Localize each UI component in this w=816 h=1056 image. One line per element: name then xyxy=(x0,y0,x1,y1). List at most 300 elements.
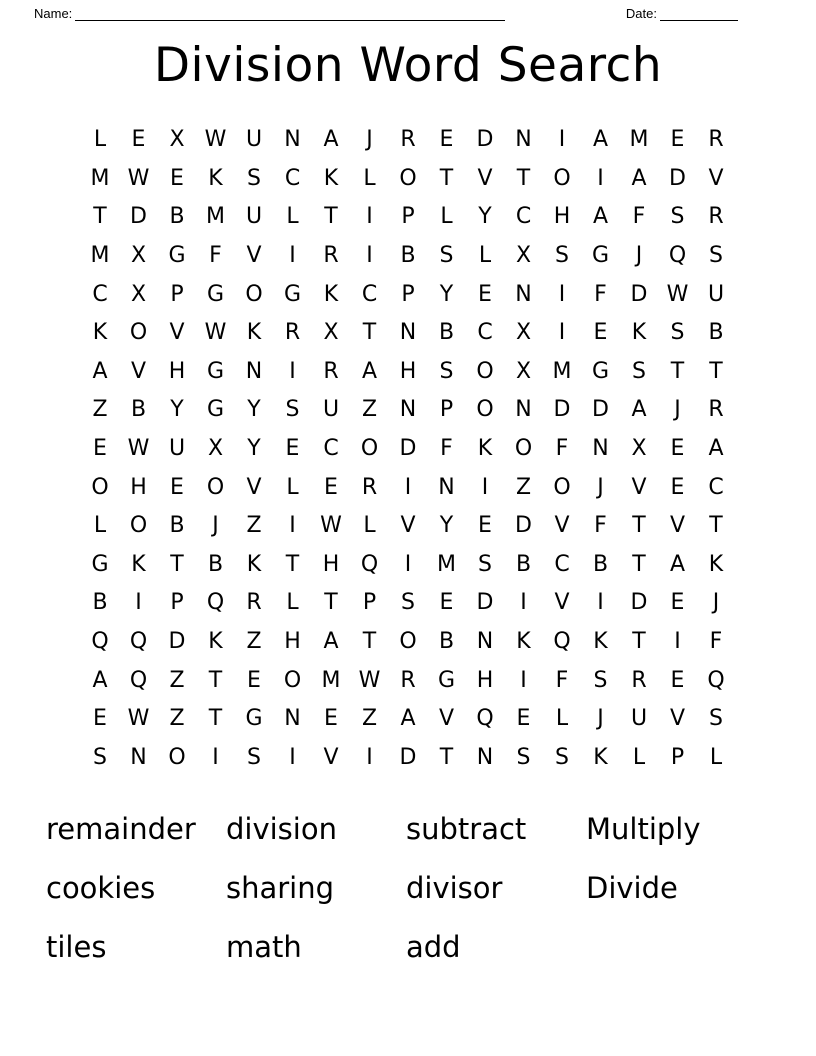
grid-cell[interactable]: T xyxy=(516,165,531,191)
grid-cell[interactable]: I xyxy=(674,629,681,655)
grid-cell[interactable]: I xyxy=(212,744,219,770)
grid-cell[interactable]: T xyxy=(670,358,685,384)
grid-cell[interactable]: W xyxy=(127,706,150,732)
grid-cell[interactable]: X xyxy=(130,281,147,307)
grid-cell[interactable]: Q xyxy=(206,590,225,616)
grid-cell[interactable]: G xyxy=(91,551,109,577)
grid-cell[interactable]: G xyxy=(591,243,610,269)
word-list-item[interactable]: cookies xyxy=(46,870,156,905)
grid-cell[interactable]: X xyxy=(515,358,532,384)
grid-cell[interactable]: K xyxy=(208,165,223,191)
grid-cell[interactable]: C xyxy=(323,436,339,462)
grid-cell[interactable]: A xyxy=(323,127,339,153)
grid-cell[interactable]: A xyxy=(400,706,416,732)
grid-cell[interactable]: D xyxy=(476,590,494,616)
grid-cell[interactable]: C xyxy=(361,281,378,307)
grid-cell[interactable]: E xyxy=(324,474,338,500)
grid-cell[interactable]: X xyxy=(207,436,224,462)
grid-cell[interactable]: W xyxy=(127,165,150,191)
grid-cell[interactable]: E xyxy=(670,667,685,693)
grid-cell[interactable]: U xyxy=(245,127,263,153)
grid-cell[interactable]: L xyxy=(93,127,107,153)
grid-cell[interactable]: D xyxy=(592,397,609,423)
grid-cell[interactable]: U xyxy=(322,397,340,423)
grid-cell[interactable]: P xyxy=(670,744,685,770)
grid-cell[interactable]: E xyxy=(93,436,107,462)
grid-cell[interactable]: V xyxy=(400,513,416,539)
grid-cell[interactable]: N xyxy=(476,629,494,655)
grid-cell[interactable]: E xyxy=(593,320,608,346)
grid-cell[interactable]: L xyxy=(286,590,299,616)
grid-cell[interactable]: X xyxy=(631,436,647,462)
grid-cell[interactable]: K xyxy=(131,551,146,577)
grid-cell[interactable]: G xyxy=(591,358,610,384)
grid-cell[interactable]: R xyxy=(284,320,301,346)
word-list-item[interactable]: Divide xyxy=(586,870,678,905)
grid-cell[interactable]: S xyxy=(439,243,454,269)
grid-cell[interactable]: E xyxy=(170,165,184,191)
grid-cell[interactable]: N xyxy=(245,358,263,384)
grid-cell[interactable]: F xyxy=(594,281,607,307)
grid-cell[interactable]: O xyxy=(399,629,417,655)
grid-cell[interactable]: L xyxy=(363,513,376,539)
grid-cell[interactable]: I xyxy=(520,590,527,616)
grid-cell[interactable]: X xyxy=(323,320,339,346)
grid-cell[interactable]: X xyxy=(130,243,147,269)
grid-cell[interactable]: J xyxy=(597,706,604,732)
grid-cell[interactable]: S xyxy=(670,204,685,230)
grid-cell[interactable]: T xyxy=(362,629,377,655)
grid-cell[interactable]: F xyxy=(632,204,646,230)
grid-cell[interactable]: Y xyxy=(478,204,492,230)
grid-cell[interactable]: A xyxy=(669,551,686,577)
grid-cell[interactable]: V xyxy=(169,320,185,346)
grid-cell[interactable]: H xyxy=(476,667,494,693)
grid-cell[interactable]: Y xyxy=(247,436,261,462)
grid-cell[interactable]: C xyxy=(515,204,532,230)
grid-cell[interactable]: I xyxy=(558,320,566,346)
grid-cell[interactable]: V xyxy=(130,358,147,384)
grid-cell[interactable]: F xyxy=(209,243,222,269)
grid-cell[interactable]: O xyxy=(514,436,533,462)
grid-cell[interactable]: J xyxy=(712,590,720,616)
grid-cell[interactable]: K xyxy=(593,744,608,770)
grid-cell[interactable]: O xyxy=(399,165,417,191)
grid-cell[interactable]: P xyxy=(401,204,415,230)
grid-cell[interactable]: B xyxy=(130,397,147,423)
grid-cell[interactable]: I xyxy=(289,744,296,770)
grid-cell[interactable]: B xyxy=(92,590,108,616)
grid-cell[interactable]: D xyxy=(515,513,532,539)
grid-cell[interactable]: W xyxy=(320,513,342,539)
grid-cell[interactable]: E xyxy=(670,436,685,462)
grid-cell[interactable]: Z xyxy=(361,706,378,732)
grid-cell[interactable]: H xyxy=(168,358,186,384)
date-input-line[interactable] xyxy=(660,8,738,21)
grid-cell[interactable]: Y xyxy=(439,281,454,307)
grid-cell[interactable]: B xyxy=(438,320,455,346)
grid-cell[interactable]: E xyxy=(670,127,685,153)
grid-cell[interactable]: D xyxy=(476,127,494,153)
grid-cell[interactable]: E xyxy=(285,436,300,462)
grid-cell[interactable]: S xyxy=(247,165,261,191)
grid-cell[interactable]: T xyxy=(324,204,338,230)
grid-cell[interactable]: I xyxy=(366,744,373,770)
grid-cell[interactable]: A xyxy=(323,629,339,655)
grid-cell[interactable]: V xyxy=(554,590,570,616)
grid-cell[interactable]: A xyxy=(92,667,108,693)
grid-cell[interactable]: V xyxy=(246,474,262,500)
grid-cell[interactable]: O xyxy=(476,358,494,384)
grid-cell[interactable]: Z xyxy=(169,706,185,732)
grid-cell[interactable]: S xyxy=(401,590,415,616)
grid-cell[interactable]: D xyxy=(669,165,686,191)
grid-cell[interactable]: G xyxy=(283,281,302,307)
grid-cell[interactable]: O xyxy=(129,513,148,539)
grid-cell[interactable]: N xyxy=(130,744,147,770)
grid-cell[interactable]: O xyxy=(206,474,225,500)
grid-cell[interactable]: U xyxy=(168,436,186,462)
grid-cell[interactable]: A xyxy=(631,397,647,423)
grid-cell[interactable]: N xyxy=(284,127,301,153)
grid-cell[interactable]: E xyxy=(516,706,531,732)
grid-cell[interactable]: J xyxy=(674,397,681,423)
grid-cell[interactable]: Q xyxy=(668,243,687,269)
grid-cell[interactable]: R xyxy=(631,667,647,693)
grid-cell[interactable]: B xyxy=(169,513,185,539)
grid-cell[interactable]: K xyxy=(631,320,647,346)
grid-cell[interactable]: T xyxy=(709,358,723,384)
word-list-item[interactable]: divisor xyxy=(406,870,503,905)
grid-cell[interactable]: G xyxy=(168,243,186,269)
grid-cell[interactable]: W xyxy=(204,320,227,346)
grid-cell[interactable]: V xyxy=(669,706,686,732)
grid-cell[interactable]: T xyxy=(632,551,646,577)
grid-cell[interactable]: R xyxy=(400,667,416,693)
grid-cell[interactable]: F xyxy=(440,436,453,462)
grid-cell[interactable]: D xyxy=(630,281,648,307)
grid-cell[interactable]: A xyxy=(592,127,609,153)
word-list-item[interactable]: Multiply xyxy=(586,811,701,846)
grid-cell[interactable]: I xyxy=(289,358,296,384)
grid-cell[interactable]: W xyxy=(127,436,150,462)
grid-cell[interactable]: L xyxy=(286,204,299,230)
grid-cell[interactable]: T xyxy=(324,590,338,616)
grid-cell[interactable]: K xyxy=(92,320,108,346)
grid-cell[interactable]: M xyxy=(321,667,341,693)
grid-cell[interactable]: S xyxy=(555,243,569,269)
name-input-line[interactable] xyxy=(75,8,505,21)
grid-cell[interactable]: P xyxy=(170,281,184,307)
grid-cell[interactable]: N xyxy=(592,436,609,462)
grid-cell[interactable]: R xyxy=(323,243,339,269)
grid-cell[interactable]: G xyxy=(245,706,263,732)
grid-cell[interactable]: M xyxy=(437,551,456,577)
grid-cell[interactable]: T xyxy=(285,551,300,577)
grid-cell[interactable]: B xyxy=(592,551,609,577)
grid-cell[interactable]: E xyxy=(93,706,107,732)
grid-cell[interactable]: T xyxy=(362,320,377,346)
word-list-item[interactable]: sharing xyxy=(226,870,335,905)
grid-cell[interactable]: J xyxy=(212,513,219,539)
grid-cell[interactable]: F xyxy=(555,667,569,693)
grid-cell[interactable]: V xyxy=(438,706,455,732)
grid-cell[interactable]: D xyxy=(168,629,186,655)
grid-cell[interactable]: Z xyxy=(169,667,185,693)
grid-cell[interactable]: W xyxy=(358,667,381,693)
grid-cell[interactable]: L xyxy=(555,706,569,732)
grid-cell[interactable]: V xyxy=(708,165,724,191)
grid-cell[interactable]: I xyxy=(520,667,527,693)
grid-cell[interactable]: O xyxy=(168,744,186,770)
grid-cell[interactable]: L xyxy=(440,204,453,230)
grid-cell[interactable]: C xyxy=(92,281,108,307)
grid-cell[interactable]: P xyxy=(401,281,415,307)
grid-cell[interactable]: Z xyxy=(515,474,532,500)
word-list-item[interactable]: division xyxy=(226,811,337,846)
grid-cell[interactable]: L xyxy=(286,474,299,500)
grid-cell[interactable]: K xyxy=(246,551,262,577)
grid-cell[interactable]: S xyxy=(93,744,107,770)
grid-cell[interactable]: V xyxy=(323,744,339,770)
grid-cell[interactable]: Z xyxy=(92,397,108,423)
grid-cell[interactable]: E xyxy=(670,474,685,500)
grid-cell[interactable]: A xyxy=(361,358,378,384)
grid-cell[interactable]: S xyxy=(555,744,569,770)
grid-cell[interactable]: E xyxy=(439,127,454,153)
grid-cell[interactable]: S xyxy=(478,551,492,577)
grid-cell[interactable]: D xyxy=(553,397,571,423)
word-list-item[interactable]: math xyxy=(226,929,302,964)
grid-cell[interactable]: U xyxy=(245,204,263,230)
grid-cell[interactable]: E xyxy=(131,127,146,153)
grid-cell[interactable]: Z xyxy=(246,513,262,539)
grid-cell[interactable]: E xyxy=(170,474,184,500)
grid-cell[interactable]: E xyxy=(670,590,685,616)
grid-cell[interactable]: I xyxy=(404,474,412,500)
grid-cell[interactable]: T xyxy=(439,165,454,191)
grid-cell[interactable]: P xyxy=(362,590,377,616)
grid-cell[interactable]: T xyxy=(208,706,223,732)
grid-cell[interactable]: Q xyxy=(129,667,148,693)
grid-cell[interactable]: O xyxy=(476,397,494,423)
grid-cell[interactable]: H xyxy=(553,204,571,230)
grid-cell[interactable]: V xyxy=(477,165,493,191)
grid-cell[interactable]: A xyxy=(631,165,647,191)
grid-cell[interactable]: S xyxy=(709,243,723,269)
grid-cell[interactable]: P xyxy=(170,590,184,616)
grid-cell[interactable]: K xyxy=(208,629,223,655)
grid-cell[interactable]: L xyxy=(478,243,492,269)
grid-cell[interactable]: J xyxy=(635,243,643,269)
grid-cell[interactable]: Y xyxy=(439,513,454,539)
grid-cell[interactable]: R xyxy=(708,204,724,230)
grid-cell[interactable]: R xyxy=(708,397,724,423)
grid-cell[interactable]: N xyxy=(515,397,532,423)
grid-cell[interactable]: N xyxy=(438,474,455,500)
grid-cell[interactable]: N xyxy=(515,281,532,307)
grid-cell[interactable]: S xyxy=(593,667,608,693)
grid-cell[interactable]: E xyxy=(478,281,492,307)
grid-cell[interactable]: I xyxy=(558,127,566,153)
grid-cell[interactable]: S xyxy=(439,358,454,384)
grid-cell[interactable]: K xyxy=(593,629,608,655)
grid-cell[interactable]: W xyxy=(204,127,227,153)
grid-cell[interactable]: L xyxy=(632,744,646,770)
grid-cell[interactable]: Q xyxy=(707,667,725,693)
grid-cell[interactable]: O xyxy=(283,667,302,693)
grid-cell[interactable]: X xyxy=(169,127,185,153)
grid-cell[interactable]: C xyxy=(554,551,570,577)
grid-cell[interactable]: I xyxy=(558,281,566,307)
grid-cell[interactable]: S xyxy=(516,744,531,770)
grid-cell[interactable]: R xyxy=(246,590,262,616)
grid-cell[interactable]: I xyxy=(597,165,604,191)
grid-cell[interactable]: A xyxy=(592,204,609,230)
grid-cell[interactable]: M xyxy=(552,358,572,384)
grid-cell[interactable]: K xyxy=(246,320,262,346)
grid-cell[interactable]: C xyxy=(708,474,724,500)
grid-cell[interactable]: G xyxy=(206,281,225,307)
grid-cell[interactable]: H xyxy=(322,551,340,577)
grid-cell[interactable]: G xyxy=(206,397,225,423)
grid-cell[interactable]: N xyxy=(399,320,417,346)
grid-cell[interactable]: O xyxy=(553,165,571,191)
grid-cell[interactable]: T xyxy=(208,667,223,693)
grid-cell[interactable]: S xyxy=(670,320,685,346)
grid-cell[interactable]: T xyxy=(632,513,646,539)
grid-cell[interactable]: R xyxy=(708,127,724,153)
grid-cell[interactable]: O xyxy=(553,474,571,500)
grid-cell[interactable]: S xyxy=(285,397,300,423)
grid-cell[interactable]: R xyxy=(400,127,416,153)
grid-cell[interactable]: M xyxy=(629,127,649,153)
grid-cell[interactable]: C xyxy=(284,165,301,191)
grid-cell[interactable]: I xyxy=(135,590,142,616)
grid-cell[interactable]: O xyxy=(129,320,148,346)
grid-cell[interactable]: I xyxy=(366,204,373,230)
grid-cell[interactable]: S xyxy=(247,744,261,770)
grid-cell[interactable]: E xyxy=(324,706,338,732)
word-list-item[interactable]: add xyxy=(406,929,461,964)
grid-cell[interactable]: I xyxy=(289,513,296,539)
grid-cell[interactable]: O xyxy=(360,436,379,462)
grid-cell[interactable]: T xyxy=(709,513,723,539)
grid-cell[interactable]: S xyxy=(709,706,723,732)
grid-cell[interactable]: D xyxy=(399,744,417,770)
grid-cell[interactable]: Q xyxy=(91,629,109,655)
grid-cell[interactable]: U xyxy=(630,706,648,732)
grid-cell[interactable]: E xyxy=(439,590,454,616)
grid-cell[interactable]: C xyxy=(477,320,493,346)
grid-cell[interactable]: E xyxy=(247,667,261,693)
grid-cell[interactable]: V xyxy=(669,513,686,539)
grid-cell[interactable]: P xyxy=(439,397,454,423)
grid-cell[interactable]: T xyxy=(439,744,454,770)
grid-cell[interactable]: Q xyxy=(553,629,571,655)
grid-cell[interactable]: Y xyxy=(170,397,184,423)
grid-cell[interactable]: T xyxy=(93,204,107,230)
grid-cell[interactable]: L xyxy=(709,744,723,770)
grid-cell[interactable]: B xyxy=(708,320,724,346)
grid-cell[interactable]: N xyxy=(399,397,417,423)
grid-cell[interactable]: N xyxy=(284,706,301,732)
grid-cell[interactable]: I xyxy=(289,243,296,269)
grid-cell[interactable]: V xyxy=(631,474,647,500)
grid-cell[interactable]: W xyxy=(666,281,689,307)
grid-cell[interactable]: L xyxy=(93,513,107,539)
grid-cell[interactable]: B xyxy=(400,243,416,269)
grid-cell[interactable]: U xyxy=(707,281,725,307)
grid-cell[interactable]: I xyxy=(404,551,412,577)
grid-cell[interactable]: B xyxy=(438,629,455,655)
grid-cell[interactable]: I xyxy=(481,474,489,500)
grid-cell[interactable]: O xyxy=(91,474,109,500)
grid-cell[interactable]: X xyxy=(515,243,532,269)
grid-cell[interactable]: K xyxy=(477,436,493,462)
grid-cell[interactable]: V xyxy=(554,513,570,539)
grid-cell[interactable]: E xyxy=(478,513,492,539)
grid-cell[interactable]: S xyxy=(632,358,646,384)
grid-cell[interactable]: L xyxy=(363,165,376,191)
grid-cell[interactable]: M xyxy=(90,243,110,269)
grid-cell[interactable]: X xyxy=(515,320,532,346)
grid-cell[interactable]: K xyxy=(323,281,339,307)
grid-cell[interactable]: J xyxy=(366,127,373,153)
grid-cell[interactable]: T xyxy=(632,629,646,655)
grid-cell[interactable]: Z xyxy=(361,397,378,423)
grid-cell[interactable]: A xyxy=(92,358,108,384)
grid-cell[interactable]: G xyxy=(437,667,456,693)
grid-cell[interactable]: R xyxy=(361,474,378,500)
grid-cell[interactable]: N xyxy=(515,127,532,153)
grid-cell[interactable]: H xyxy=(399,358,417,384)
grid-cell[interactable]: F xyxy=(709,629,723,655)
grid-cell[interactable]: K xyxy=(516,629,531,655)
grid-cell[interactable]: Q xyxy=(129,629,148,655)
grid-cell[interactable]: H xyxy=(284,629,301,655)
grid-cell[interactable]: K xyxy=(708,551,724,577)
grid-cell[interactable]: A xyxy=(708,436,724,462)
grid-cell[interactable]: B xyxy=(207,551,224,577)
grid-cell[interactable]: T xyxy=(170,551,184,577)
grid-cell[interactable]: Z xyxy=(246,629,262,655)
grid-cell[interactable]: I xyxy=(366,243,373,269)
grid-cell[interactable]: B xyxy=(515,551,532,577)
grid-cell[interactable]: J xyxy=(597,474,604,500)
word-list-item[interactable]: tiles xyxy=(46,929,107,964)
grid-cell[interactable]: F xyxy=(594,513,607,539)
word-list-item[interactable]: remainder xyxy=(46,811,196,846)
grid-cell[interactable]: K xyxy=(323,165,339,191)
grid-cell[interactable]: V xyxy=(246,243,262,269)
grid-cell[interactable]: D xyxy=(399,436,417,462)
grid-cell[interactable]: I xyxy=(597,590,604,616)
grid-cell[interactable]: Q xyxy=(360,551,379,577)
grid-cell[interactable]: N xyxy=(476,744,494,770)
grid-cell[interactable]: Q xyxy=(476,706,494,732)
grid-cell[interactable]: H xyxy=(130,474,147,500)
grid-cell[interactable]: G xyxy=(206,358,225,384)
grid-cell[interactable]: R xyxy=(323,358,339,384)
grid-cell[interactable]: D xyxy=(130,204,147,230)
grid-cell[interactable]: D xyxy=(630,590,648,616)
grid-cell[interactable]: M xyxy=(206,204,225,230)
grid-cell[interactable]: F xyxy=(555,436,569,462)
word-list-item[interactable]: subtract xyxy=(406,811,527,846)
grid-cell[interactable]: B xyxy=(169,204,185,230)
grid-cell[interactable]: M xyxy=(90,165,110,191)
